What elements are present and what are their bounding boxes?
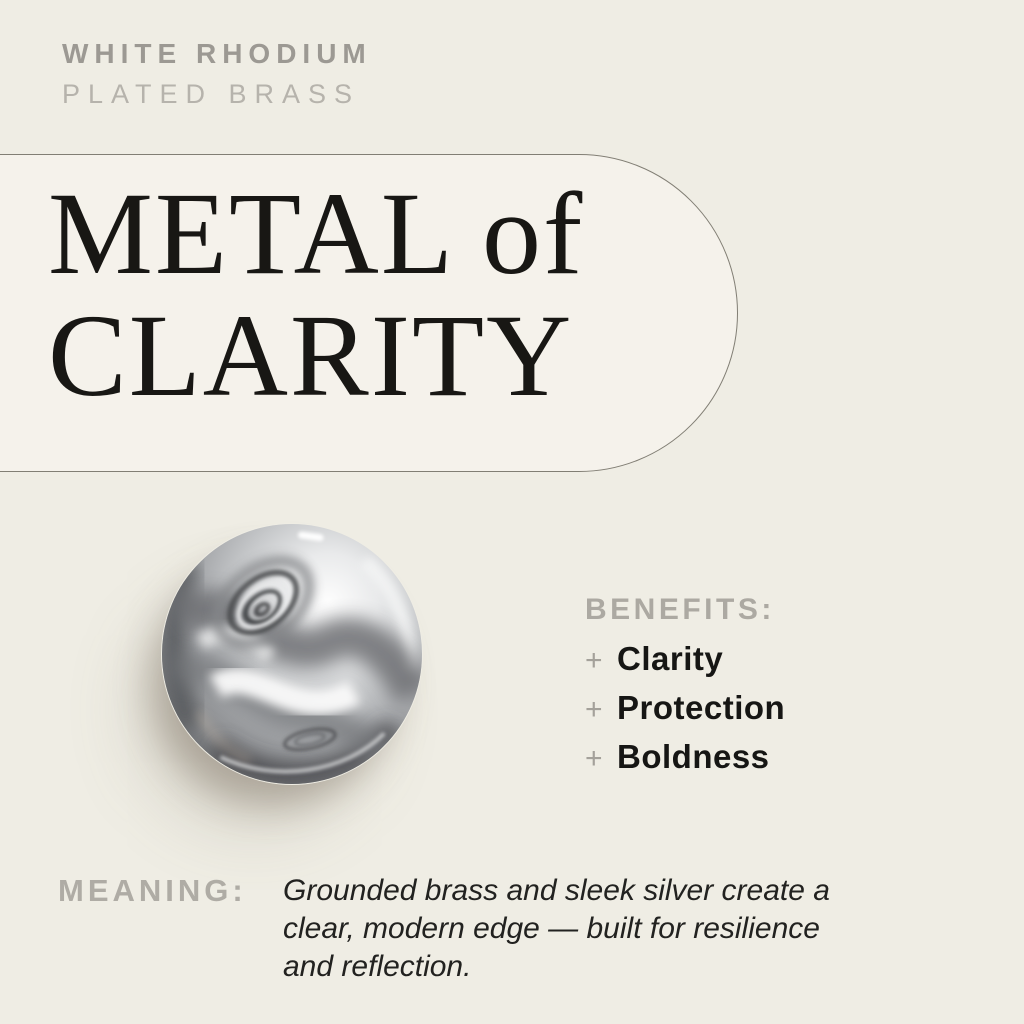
material-name: WHITE RHODIUM [62,38,372,69]
silver-pebble-graphic [161,523,423,785]
meaning-section [58,872,830,986]
meaning-text [283,872,830,986]
plus-icon: + [585,693,603,726]
benefit-label: Clarity [617,640,724,677]
benefits-heading: BENEFITS: [585,593,775,626]
plus-icon: + [585,644,603,677]
benefit-item-clarity [585,635,785,684]
meaning-text-line2: clear, modern edge — built for resilience [283,912,820,945]
silver-pebble-photo [161,523,423,785]
material-label [62,34,372,114]
material-subname: PLATED BRASS [62,79,361,109]
benefit-item-protection [585,684,785,733]
page-title-line2: CLARITY [48,290,574,421]
meaning-label: MEANING: [58,873,247,908]
title-card [0,154,738,472]
benefit-item-boldness [585,733,785,782]
page-title [48,168,585,421]
page-title-line1: METAL of [48,168,585,299]
meaning-text-line1: Grounded brass and sleek silver create a [283,874,830,907]
benefit-label: Protection [617,689,786,726]
benefit-label: Boldness [617,738,770,775]
plus-icon: + [585,742,603,775]
benefits-section [585,592,785,782]
meaning-text-line3: and reflection. [283,950,472,983]
